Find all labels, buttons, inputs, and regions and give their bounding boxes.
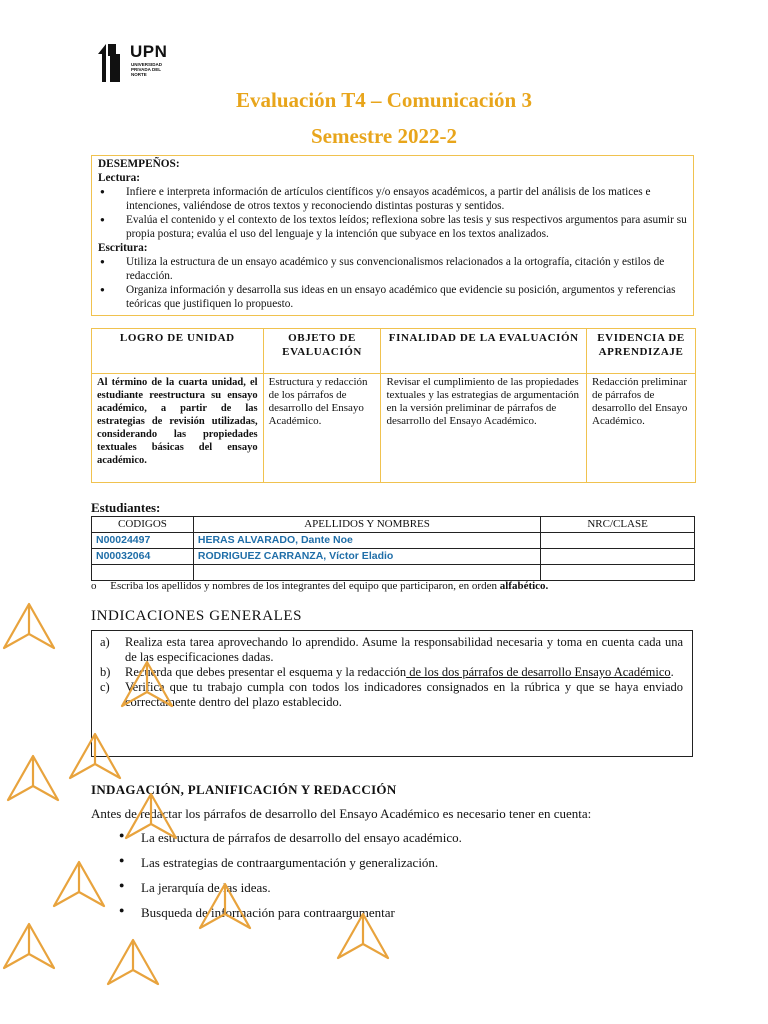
note-text: Escriba los apellidos y nombres de los integrantes del equipo que participaron, en orden	[110, 580, 500, 592]
cell-objeto: Estructura y redacción de los párrafos de desarrollo del Ensayo Académico.	[263, 374, 381, 483]
logo-subtitle: UNIVERSIDAD PRIVADA DEL NORTE	[131, 62, 163, 77]
item-text: Verifica que tu trabajo cumpla con todos los indicadores consignados en la rúbrica y que se haya enviado correctamente dentro del plazo establecido.	[125, 680, 683, 709]
logro-header-row	[92, 329, 696, 374]
header-evidencia: EVIDENCIA DE APRENDIZAJE	[587, 329, 696, 374]
student-name: RODRIGUEZ CARRANZA, Víctor Eladio	[193, 549, 540, 565]
table-row	[92, 533, 695, 549]
student-code: N00032064	[92, 549, 194, 565]
student-code: N00024497	[92, 533, 194, 549]
cell-logro: Al término de la cuarta unidad, el estudiante reestructura su ensayo académico, a partir de las estrategias de revisión utilizadas, considerando las propiedades textuales básicas del ensayo académico.	[92, 374, 264, 483]
desempenos-box	[91, 155, 694, 316]
escritura-item: ● Utiliza la estructura de un ensayo académico y sus convencionalismos relacionados a la ortografía, citación y estilos de redacción.	[98, 255, 687, 283]
item-text-underlined: de los dos párrafos de desarrollo Ensayo Académico	[406, 665, 671, 679]
item-letter: c)	[100, 680, 110, 694]
bullet-icon: ●	[119, 830, 125, 840]
indicaciones-box	[91, 630, 693, 757]
paper-plane-icon	[0, 600, 58, 652]
upn-logo-icon	[96, 42, 130, 84]
item-letter: b)	[100, 665, 111, 679]
item-text: Recuerda que debes presentar el esquema y la redacción	[125, 665, 407, 679]
paper-plane-icon	[334, 910, 392, 962]
header-nombres: APELLIDOS Y NOMBRES	[193, 517, 540, 533]
indicaciones-title: INDICACIONES GENERALES	[91, 608, 303, 624]
list-item	[119, 830, 462, 846]
lectura-item: ● Evalúa el contenido y el contexto de los textos leídos; reflexiona sobre las tesis y sus respectivos argumentos para asumir su propia postura; evalúa el uso del lenguaje y la intención que subyace en los textos analizados.	[98, 213, 687, 241]
list-item-text: La jerarquía de las ideas.	[141, 880, 271, 895]
paper-plane-icon	[66, 730, 124, 782]
indicacion-item	[100, 635, 683, 665]
bullet-icon: ●	[119, 905, 125, 915]
item-text-end: .	[670, 665, 674, 679]
paper-plane-icon	[104, 936, 162, 988]
estudiantes-label: Estudiantes:	[91, 500, 161, 515]
bullet-icon: ●	[119, 855, 125, 865]
paper-plane-icon	[196, 880, 254, 932]
header-nrc: NRC/CLASE	[541, 517, 695, 533]
student-name	[193, 565, 540, 581]
list-item-text: La estructura de párrafos de desarrollo del ensayo académico.	[141, 830, 462, 845]
student-name: HERAS ALVARADO, Dante Noe	[193, 533, 540, 549]
logro-table	[91, 328, 696, 483]
paper-plane-icon	[50, 858, 108, 910]
item-text: Realiza esta tarea aprovechando lo aprendido. Asume la responsabilidad necesaria y toma en cuenta cada una de las especificaciones dadas.	[125, 635, 683, 664]
list-item-text: Las estrategias de contraargumentación y generalización.	[141, 855, 439, 870]
bullet-icon: ●	[119, 880, 125, 890]
indicacion-item	[100, 680, 683, 710]
paper-plane-icon	[4, 752, 62, 804]
note-bold: alfabético.	[499, 580, 549, 592]
estudiantes-header-row	[92, 517, 695, 533]
header-codigos: CODIGOS	[92, 517, 194, 533]
student-nrc	[541, 549, 695, 565]
table-row	[92, 565, 695, 581]
table-row	[92, 549, 695, 565]
escritura-label: Escritura:	[98, 242, 148, 254]
lectura-item: ● Infiere e interpreta información de artículos científicos y/o ensayos académicos, a partir del análisis de los matices e intenciones, valiéndose de otros textos y reconociendo distintas posturas y sentidos.	[98, 185, 687, 213]
item-letter: a)	[100, 635, 110, 649]
lectura-label: Lectura:	[98, 172, 141, 184]
header-objeto: OBJETO DE EVALUACIÓN	[263, 329, 381, 374]
escritura-item: ● Organiza información y desarrolla sus ideas en un ensayo académico que evidencie su posición, argumentos y referencias teóricas que justifiquen lo propuesto.	[98, 283, 687, 311]
logro-row	[92, 374, 696, 483]
header-logro: LOGRO DE UNIDAD	[92, 329, 264, 374]
indagacion-title: INDAGACIÓN, PLANIFICACIÓN Y REDACCIÓN	[91, 782, 397, 797]
list-item-text: Busqueda de información para contraargumentar	[141, 905, 395, 920]
student-nrc	[541, 533, 695, 549]
estudiantes-note	[91, 580, 548, 592]
paper-plane-icon	[122, 790, 180, 842]
document-title: Evaluación T4 – Comunicación 3	[236, 88, 532, 112]
logo-brand: UPN	[130, 42, 168, 61]
document-subtitle: Semestre 2022-2	[311, 124, 457, 148]
estudiantes-table	[91, 516, 695, 581]
paper-plane-icon	[118, 658, 176, 710]
upn-logo	[96, 42, 176, 86]
indagacion-intro: Antes de redactar los párrafos de desarrollo del Ensayo Académico es necesario tener en cuenta:	[91, 806, 592, 821]
paper-plane-icon	[0, 920, 58, 972]
cell-evidencia: Redacción preliminar de párrafos de desarrollo del Ensayo Académico.	[587, 374, 696, 483]
indicacion-item	[100, 665, 683, 680]
desempenos-heading: DESEMPEÑOS:	[98, 158, 180, 170]
student-nrc	[541, 565, 695, 581]
note-bullet: o	[91, 580, 97, 592]
header-finalidad: FINALIDAD DE LA EVALUACIÓN	[381, 329, 587, 374]
list-item	[119, 855, 439, 871]
student-code	[92, 565, 194, 581]
cell-finalidad: Revisar el cumplimiento de las propiedades textuales y las estrategias de argumentación en la versión preliminar de párrafos de desarrollo del Ensayo Académico.	[381, 374, 587, 483]
